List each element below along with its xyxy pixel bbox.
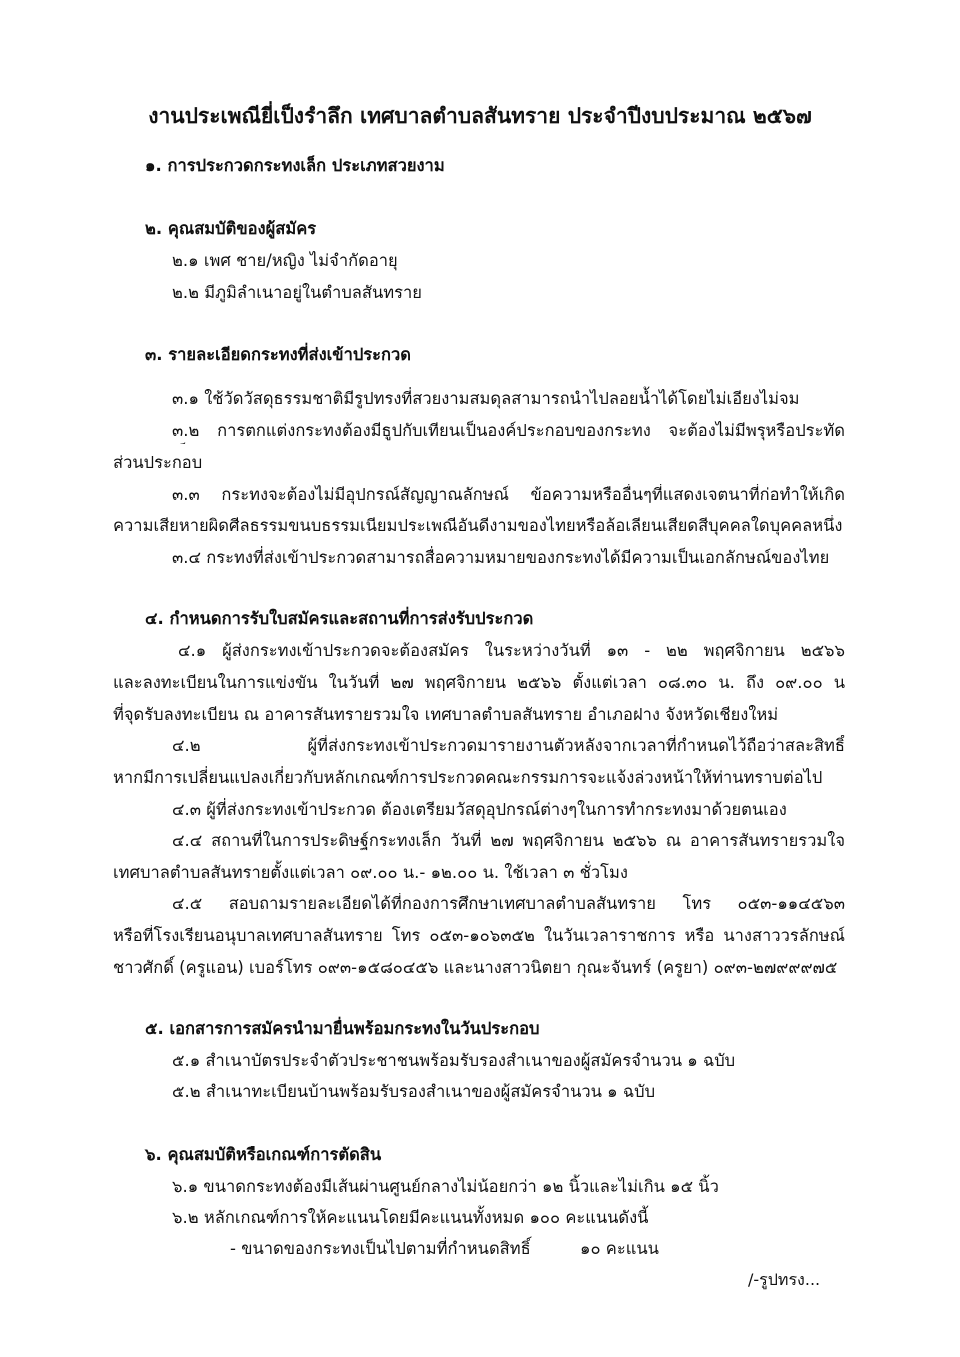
criteria-row — [230, 1238, 531, 1260]
section-4-item-5-line-3: ชาวศักดิ์ (ครูแอน) เบอร์โทร ๐๙๓-๑๕๘๐๔๕๖ และนางสาวนิตยา กุณะจันทร์ (ครูยา) ๐๙๓-๒๗๙๙๙๗๕ — [113, 958, 838, 977]
section-4-item-4-line-2: เทศบาลตำบลสันทรายตั้งแต่เวลา ๐๙.๐๐ น.- ๑๒.๐๐ น. ใช้เวลา ๓ ชั่วโมง — [113, 863, 628, 882]
section-3-item-2-line-2: ส่วนประกอบ — [113, 453, 203, 472]
section-4-item-1-line-1: ๔.๑ ผู้ส่งกระทงเข้าประกวดจะต้องสมัคร ในระหว่างวันที่ ๑๓ - ๒๒ พฤศจิกายน ๒๕๖๖ — [178, 641, 845, 660]
section-5-item-2: ๕.๒ สำเนาทะเบียนบ้านพร้อมรับรองสำเนาของผู้สมัครจำนวน ๑ ฉบับ — [172, 1082, 656, 1101]
continuation-marker: /-รูปทรง... — [748, 1270, 821, 1289]
section-5-item-1: ๕.๑ สำเนาบัตรประจำตัวประชาชนพร้อมรับรองสำเนาของผู้สมัครจำนวน ๑ ฉบับ — [172, 1051, 736, 1070]
section-2-item-1: ๒.๑ เพศ ชาย/หญิง ไม่จำกัดอายุ — [172, 251, 398, 270]
section-2-item-2: ๒.๒ มีภูมิลำเนาอยู่ในตำบลสันทราย — [172, 283, 422, 302]
section-4-item-2-line-2: หากมีการเปลี่ยนแปลงเกี่ยวกับหลักเกณฑ์การประกวดคณะกรรมการจะแจ้งล่วงหน้าให้ท่านทราบต่อไป — [113, 768, 823, 787]
section-3-heading: ๓. รายละเอียดกระทงที่ส่งเข้าประกวด — [145, 345, 411, 364]
section-6-heading: ๖. คุณสมบัติหรือเกณฑ์การตัดสิน — [145, 1145, 382, 1164]
section-4-heading: ๔. กำหนดการรับใบสมัครและสถานที่การส่งรับประกวด — [145, 609, 534, 628]
section-3-item-2-line-1: ๓.๒ การตกแต่งกระทงต้องมีธูปกับเทียนเป็นองค์ประกอบของกระทง จะต้องไม่มีพรุหรือประทัด — [172, 421, 845, 440]
section-4-item-4-line-1: ๔.๔ สถานที่ในการประดิษฐ์กระทงเล็ก วันที่ ๒๗ พฤศจิกายน ๒๕๖๖ ณ อาคารสันทรายรวมใจ — [172, 831, 845, 850]
section-3-item-3-line-1: ๓.๓ กระทงจะต้องไม่มีอุปกรณ์สัญญาณลักษณ์ ข้อความหรืออื่นๆที่แสดงเจตนาที่ก่อทำให้เกิด — [172, 485, 845, 504]
section-3-item-4: ๓.๔ กระทงที่ส่งเข้าประกวดสามารถสื่อความหมายของกระทงได้มีความเป็นเอกลักษณ์ของไทย — [172, 548, 830, 567]
section-6-item-1: ๖.๑ ขนาดกระทงต้องมีเส้นผ่านศูนย์กลางไม่น้อยกว่า ๑๒ นิ้วและไม่เกิน ๑๕ นิ้ว — [172, 1177, 719, 1196]
section-4-item-2-line-1: ๔.๒ ผู้ที่ส่งกระทงเข้าประกวดมารายงานตัวหลังจากเวลาที่กำหนดไว้ถือว่าสละสิทธิ์ — [172, 736, 845, 755]
section-4-item-1-line-2: และลงทะเบียนในการแข่งขัน ในวันที่ ๒๗ พฤศจิกายน ๒๕๖๖ ตั้งแต่เวลา ๐๘.๓๐ น. ถึง ๐๙.๐๐ น — [113, 673, 845, 692]
section-4-item-3: ๔.๓ ผู้ที่ส่งกระทงเข้าประกวด ต้องเตรียมวัสดุอุปกรณ์ต่างๆในการทำกระทงมาด้วยตนเอง — [172, 800, 787, 819]
document-title: งานประเพณียี่เป็งรำลึก เทศบาลตำบลสันทราย ประจำปีงบประมาณ ๒๕๖๗ — [148, 104, 812, 128]
section-1-heading: ๑. การประกวดกระทงเล็ก ประเภทสวยงาม — [145, 156, 445, 175]
criteria-label: - ขนาดของกระทงเป็นไปตามที่กำหนดสิทธิ์ — [230, 1239, 531, 1258]
section-5-heading: ๕. เอกสารการสมัครนำมายื่นพร้อมกระทงในวันประกอบ — [145, 1019, 540, 1038]
criteria-score: ๑๐ คะแนน — [580, 1239, 659, 1258]
section-3-item-3-line-2: ความเสียหายผิดศีลธรรมขนบธรรมเนียมประเพณีอันดีงามของไทยหรือล้อเลียนเสียดสีบุคคลใดบุคคลหนึ่ง — [113, 516, 843, 535]
section-4-item-1-line-3: ที่จุดรับลงทะเบียน ณ อาคารสันทรายรวมใจ เทศบาลตำบลสันทราย อำเภอฝาง จังหวัดเชียงใหม่ — [113, 705, 779, 724]
section-4-item-5-line-1: ๔.๕ สอบถามรายละเอียดได้ที่กองการศึกษาเทศบาลตำบลสันทราย โทร ๐๕๓-๑๑๔๕๖๓ — [172, 894, 845, 913]
section-2-heading: ๒. คุณสมบัติของผู้สมัคร — [145, 219, 317, 238]
section-4-item-5-line-2: หรือที่โรงเรียนอนุบาลเทศบาลสันทราย โทร ๐๕๓-๑๐๖๓๕๒ ในวันเวลาราชการ หรือ นางสาววรลักษณ์ — [113, 926, 845, 945]
section-3-item-1: ๓.๑ ใช้วัดวัสดุธรรมชาติมีรูปทรงที่สวยงามสมดุลสามารถนำไปลอยน้ำได้โดยไม่เอียงไม่จม — [172, 389, 800, 408]
section-6-item-2: ๖.๒ หลักเกณฑ์การให้คะแนนโดยมีคะแนนทั้งหมด ๑๐๐ คะแนนดังนี้ — [172, 1208, 649, 1227]
